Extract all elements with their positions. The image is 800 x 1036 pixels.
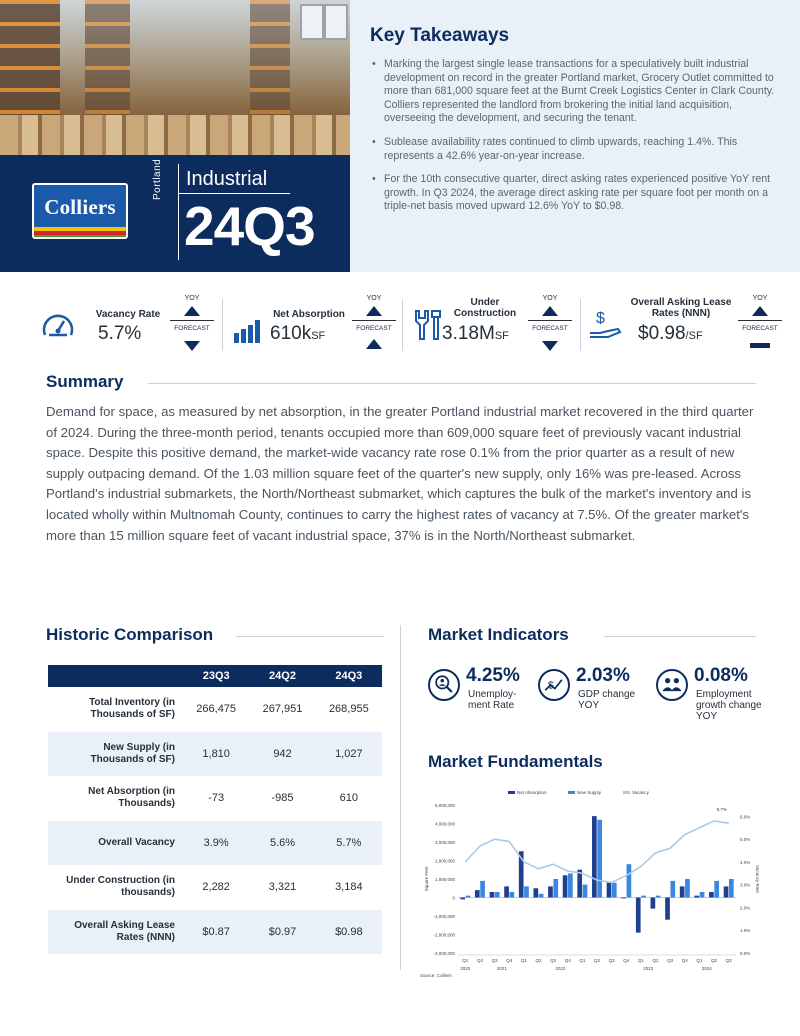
stat-value: $0.98/SF: [638, 323, 703, 344]
absorption-bar: [724, 886, 729, 897]
legend-label: New Supply: [577, 790, 602, 795]
x-tick-label: Q2: [711, 958, 718, 963]
x-tick-label: Q2: [535, 958, 542, 963]
supply-bar: [553, 879, 558, 898]
supply-bar: [480, 881, 485, 898]
x-tick-label: Q3: [608, 958, 615, 963]
absorption-bar: [533, 888, 538, 897]
y2-tick-label: 6.0%: [740, 814, 751, 820]
y-tick-label: 5,000,000: [434, 803, 455, 808]
x-tick-label: Q2: [476, 958, 483, 963]
absorption-bar: [490, 892, 495, 898]
row-label: Overall Asking Lease Rates (NNN): [48, 910, 183, 955]
x-tick-label: Q1: [579, 958, 586, 963]
stat-value: 3.18MSF: [442, 323, 509, 344]
y-tick-label: 2,000,000: [434, 858, 455, 864]
absorption-bar: [607, 883, 612, 898]
stat-unit: SF: [311, 330, 326, 342]
key-takeaways-title: Key Takeaways: [370, 25, 510, 46]
table-cell: -73: [208, 792, 225, 805]
stat-under-construction: [410, 295, 585, 355]
y-tick-label: 0: [452, 895, 455, 901]
x-tick-label: Q2: [593, 958, 601, 963]
indicator-value: 2.03%: [576, 665, 630, 686]
divider: [400, 625, 401, 970]
yoy-up-arrow: [184, 306, 200, 316]
indicator-gdp: [538, 665, 648, 715]
table-cell: 268,955: [328, 703, 369, 716]
stat-value: 5.7%: [98, 323, 142, 344]
absorption-bar: [504, 886, 509, 897]
table-cell: 5.7%: [316, 821, 382, 866]
table-header: [48, 665, 183, 687]
bar-chart-icon: [232, 311, 268, 347]
y2-tick-label: 5.0%: [740, 837, 751, 843]
table-row: [48, 910, 382, 955]
row-label: Overall Vacancy: [48, 821, 183, 866]
stat-label: Vacancy Rate: [95, 309, 161, 320]
yoy-label: YOY: [542, 295, 558, 302]
legend-swatch: [508, 791, 515, 794]
y-tick-label: 4,000,000: [434, 821, 455, 827]
takeaway-item: • Sublease availability rates continued to climb upwards, reaching 1.4%. This represents a 42.6% year-on-year increase.: [370, 136, 780, 163]
table-cell: 2,282: [202, 881, 230, 894]
indicator-label: Unemploy-ment Rate: [468, 689, 517, 711]
forecast-label: FORECAST: [174, 325, 210, 332]
indicator-value: 4.25%: [466, 665, 520, 686]
forecast-up-arrow: [366, 339, 382, 349]
x-tick-label: Q3: [725, 958, 732, 963]
y2-tick-label: 0.0%: [740, 951, 751, 956]
summary-title: Summary: [46, 372, 124, 391]
x-tick-label: Q1: [462, 958, 469, 963]
x-year-label: 2021: [496, 966, 507, 971]
table-row: [48, 687, 382, 732]
legend-label: Vacancy: [632, 790, 649, 795]
supply-bar: [685, 879, 690, 898]
table-cell: 3,321: [268, 881, 297, 894]
supply-bar: [641, 896, 646, 898]
table-header: 23Q3: [183, 665, 249, 687]
x-tick-label: Q1: [637, 958, 644, 963]
market-fundamentals-title: Market Fundamentals: [428, 752, 603, 771]
vacancy-callout: 5.7%: [716, 807, 727, 813]
table-cell: 3.9%: [183, 821, 249, 866]
stat-value: 610kSF: [270, 323, 326, 344]
logo-text: Colliers: [44, 195, 116, 219]
yoy-label: YOY: [366, 295, 382, 302]
absorption-bar: [621, 898, 626, 899]
y-tick-label: -3,000,000: [433, 951, 455, 956]
supply-bar: [510, 892, 515, 898]
yoy-forecast-indicator: [738, 295, 782, 355]
yoy-forecast-indicator: [352, 295, 396, 355]
supply-bar: [714, 881, 719, 898]
absorption-bar: [709, 892, 714, 898]
stat-asking-rates: [588, 295, 783, 355]
supply-bar: [670, 881, 675, 898]
y-tick-label: 3,000,000: [434, 840, 455, 845]
x-tick-label: Q3: [491, 958, 498, 963]
forecast-flat-bar: [750, 343, 770, 348]
gdp-icon: [538, 669, 570, 701]
divider: [178, 193, 290, 194]
absorption-bar: [548, 886, 553, 897]
quarter-label: 24Q3: [184, 195, 315, 257]
supply-bar: [627, 864, 632, 897]
yoy-up-arrow: [752, 306, 768, 316]
y2-tick-label: 2.0%: [740, 905, 751, 911]
stat-net-absorption: [232, 295, 407, 355]
x-year-label: 2023: [643, 966, 654, 971]
table-header: 24Q3: [316, 665, 382, 687]
vacancy-line: [465, 821, 728, 882]
supply-bar: [568, 873, 573, 897]
table-header: 24Q2: [249, 665, 315, 687]
colliers-logo: [32, 183, 128, 239]
indicator-label: Employment growth change YOY: [696, 689, 762, 722]
table-header-row: [48, 665, 382, 687]
absorption-bar: [563, 875, 568, 897]
table-cell: $0.98: [316, 910, 382, 955]
x-tick-label: Q4: [564, 958, 571, 963]
supply-bar: [583, 885, 588, 898]
indicator-value: 0.08%: [694, 665, 748, 686]
table-cell: 1,027: [316, 732, 382, 777]
x-tick-label: Q4: [623, 958, 630, 963]
x-tick-label: Q4: [506, 958, 513, 963]
summary-text: Demand for space, as measured by net absorption, in the greater Portland industrial market recovered in the third quarter of 2024. During the three-month period, tenants occupied more than 609,000 square feet of previously vacant industrial space. Despite this positive demand, the market-wide vacancy rate rose 0.1% from the prior quarter as a result of new supply outpacing demand. Of the 1.03 million square feet of the quarter's new supply, only 16% was pre-leased. Across Portland's industrial submarkets, the North/Northeast submarket, which captures the bulk of the market's inventory and is located wholly within Multnomah County, continues to carry the highest rates of vacancy at 7.5%. Of the greater market's more than 15 million square feet of vacant industrial space, 37% is in the North/Northeast submarket.: [46, 404, 754, 543]
table-row: [48, 821, 382, 866]
stat-vacancy: [40, 295, 215, 355]
row-label: Net Absorption (in Thousands): [88, 786, 175, 810]
supply-bar: [729, 879, 734, 898]
historic-title: Historic Comparison: [46, 625, 214, 644]
yoy-up-arrow: [366, 306, 382, 316]
x-year-label: 2020: [460, 966, 471, 971]
sector-label: Industrial: [186, 168, 268, 190]
takeaway-item: • Marking the largest single lease transactions for a speculatively built industrial development on record in the greater Portland market, Grocery Outlet committed to more than 681,000 square feet at the Burnt Creek Logistics Center in Clark County. Colliers represented the landlord from brokering the initial land acquisition, overseeing the development, and securing the tenant.: [370, 58, 780, 126]
divider: [236, 636, 384, 637]
indicator-employment: [656, 665, 776, 722]
key-takeaways-list: [370, 58, 780, 224]
warehouse-photo: [0, 0, 350, 155]
yoy-forecast-indicator: [528, 295, 572, 355]
key-takeaways-panel: [350, 0, 800, 272]
yoy-up-arrow: [542, 306, 558, 316]
table-cell: 610: [339, 792, 358, 805]
x-year-label: 2024: [701, 966, 712, 971]
table-cell: 3,184: [335, 881, 363, 894]
legend-swatch: [623, 791, 630, 794]
table-cell: -985: [271, 792, 294, 805]
stat-label: Overall Asking Lease Rates (NNN): [630, 297, 732, 319]
table-cell: $0.87: [183, 910, 249, 955]
x-tick-label: Q3: [550, 958, 557, 963]
yoy-label: YOY: [752, 295, 768, 302]
y-axis-label: Square Feet: [424, 866, 429, 892]
forecast-label: FORECAST: [532, 325, 568, 332]
x-tick-label: Q1: [520, 958, 527, 963]
forecast-down-arrow: [184, 341, 200, 351]
market-name: Portland: [152, 158, 163, 200]
warehouse-window: [324, 4, 348, 40]
forecast-label: FORECAST: [356, 325, 392, 332]
y2-axis-label: Vacancy Rate: [755, 865, 760, 893]
absorption-bar: [680, 886, 685, 897]
absorption-bar: [636, 898, 641, 933]
takeaway-item: • For the 10th consecutive quarter, direct asking rates experienced positive YoY rent growth. In Q3 2024, the average direct asking rate per square foot per month on a triple-net basis moved upward 12.6% YoY to $0.98.: [370, 173, 780, 214]
divider: [402, 299, 403, 351]
supply-bar: [612, 883, 617, 898]
supply-bar: [597, 820, 602, 898]
stat-label: Under Construction: [453, 297, 517, 319]
market-indicators-title: Market Indicators: [428, 625, 569, 644]
absorption-bar: [460, 898, 465, 900]
absorption-bar: [592, 816, 597, 897]
table-cell: 266,475: [196, 703, 237, 716]
legend-label: Net Absorption: [517, 790, 547, 795]
source-note: Source: Colliers: [420, 973, 452, 978]
svg-text:$: $: [547, 679, 554, 692]
y2-tick-label: 4.0%: [740, 859, 751, 865]
divider: [580, 299, 581, 351]
table-cell: 5.6%: [249, 821, 315, 866]
people-icon: [656, 669, 688, 701]
forecast-down-arrow: [542, 341, 558, 351]
stat-unit: SF: [494, 330, 509, 342]
absorption-bar: [651, 898, 656, 909]
row-label: New Supply (in Thousands of SF): [48, 732, 183, 777]
table-cell: 267,951: [262, 703, 303, 716]
svg-text:$: $: [596, 310, 605, 327]
supply-bar: [466, 896, 471, 898]
market-fundamentals-chart: [418, 785, 760, 985]
stat-label: Net Absorption: [273, 309, 345, 320]
forecast-label: FORECAST: [742, 325, 778, 332]
y-tick-label: 1,000,000: [434, 877, 455, 882]
yoy-label: YOY: [184, 295, 200, 302]
x-tick-label: Q2: [652, 958, 659, 963]
y-tick-label: -1,000,000: [433, 914, 455, 919]
x-year-label: 2022: [555, 966, 566, 971]
table-cell: 1,810: [183, 732, 249, 777]
y2-tick-label: 1.0%: [740, 928, 751, 934]
legend-swatch: [568, 791, 575, 794]
supply-bar: [524, 886, 529, 897]
absorption-bar: [665, 898, 670, 920]
table-row: [48, 732, 382, 777]
yoy-forecast-indicator: [170, 295, 214, 355]
y2-tick-label: 3.0%: [740, 882, 751, 888]
supply-bar: [700, 892, 705, 898]
table-row: [48, 776, 382, 821]
historic-table: [48, 665, 382, 954]
dollar-hand-icon: [588, 307, 624, 343]
indicator-unemployment: [428, 665, 538, 715]
table-cell: 942: [249, 732, 315, 777]
supply-bar: [656, 896, 661, 898]
divider: [178, 164, 179, 260]
stat-unit: /SF: [685, 330, 703, 342]
y-tick-label: -2,000,000: [433, 932, 455, 938]
indicator-label: GDP change YOY: [578, 689, 636, 711]
supply-bar: [539, 894, 544, 898]
divider: [604, 636, 756, 637]
gauge-icon: [40, 309, 76, 345]
stats-bar: [40, 295, 780, 355]
table-cell: $0.97: [249, 910, 315, 955]
row-label: Under Construction (in thousands): [66, 875, 175, 899]
search-person-icon: [428, 669, 460, 701]
divider: [222, 299, 223, 351]
absorption-bar: [475, 890, 480, 897]
row-label: Total Inventory (in Thousands of SF): [89, 697, 175, 721]
x-tick-label: Q1: [696, 958, 703, 963]
table-row: [48, 865, 382, 910]
x-tick-label: Q3: [667, 958, 674, 963]
absorption-bar: [694, 896, 699, 898]
warehouse-boxes: [0, 115, 350, 155]
warehouse-window: [300, 4, 324, 40]
divider: [148, 383, 756, 384]
x-tick-label: Q4: [681, 958, 688, 963]
supply-bar: [495, 892, 500, 898]
